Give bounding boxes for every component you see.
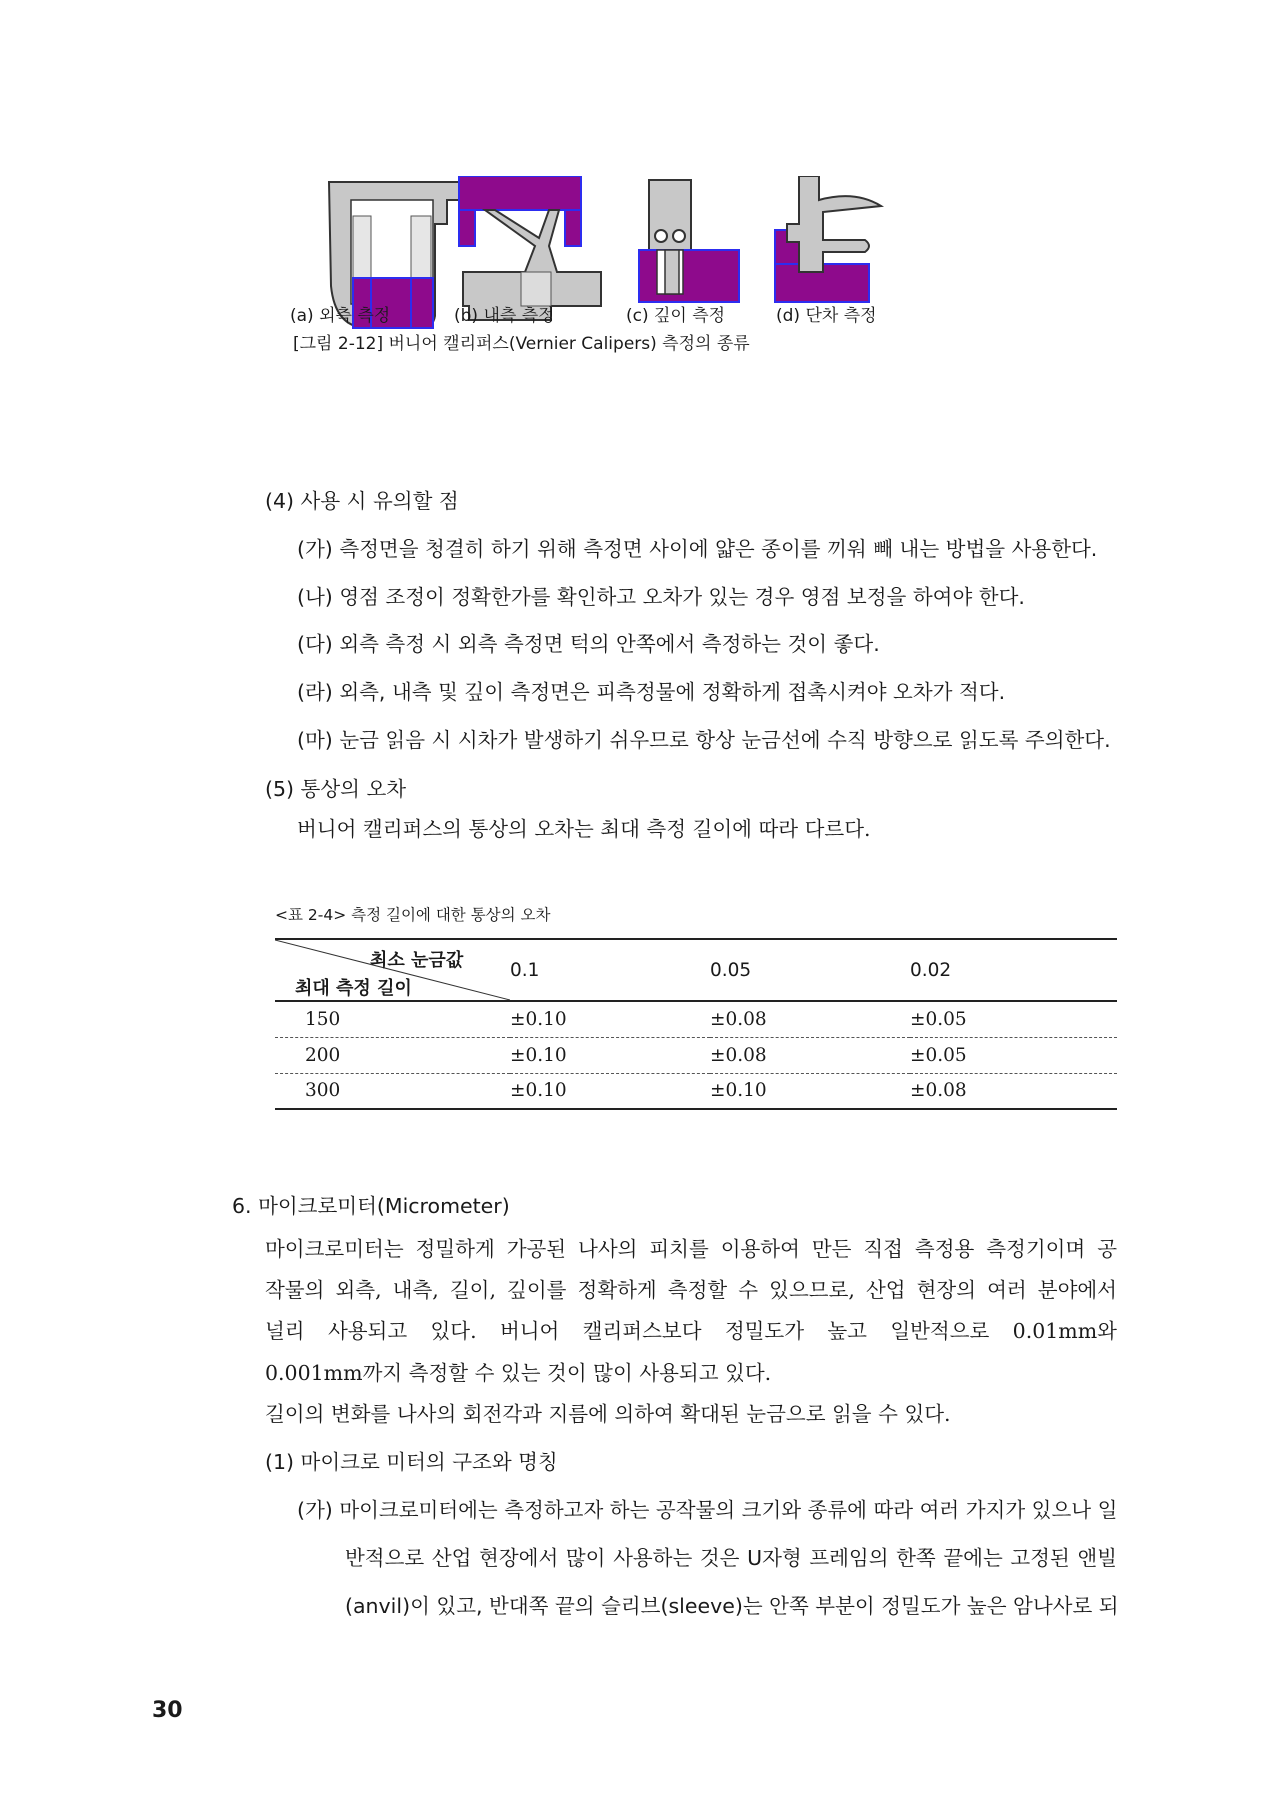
table-row — [275, 1001, 1117, 1037]
corner-bottom-label: 최대 측정 길이 — [295, 978, 412, 999]
step-measurement-illustration — [775, 176, 881, 302]
inside-measurement-illustration — [459, 176, 601, 320]
caution-item-ga: (가) 측정면을 청결히 하기 위해 측정면 사이에 얇은 종이를 끼워 빼 내는 방법을 사용한다. — [297, 537, 1098, 561]
section-6-heading: 6. 마이크로미터(Micrometer) — [232, 1194, 510, 1218]
length-cell: 200 — [305, 1044, 341, 1066]
section-4-heading: (4) 사용 시 유의할 점 — [265, 489, 459, 513]
page-number: 30 — [152, 1698, 183, 1723]
value-cell: ±0.08 — [710, 1008, 767, 1030]
column-header: 0.1 — [510, 959, 540, 981]
caution-item-ra: (라) 외측, 내측 및 깊이 측정면은 피측정물에 정확하게 접촉시켜야 오차가 적다. — [297, 680, 1006, 704]
micrometer-para-line-1: 마이크로미터는 정밀하게 가공된 나사의 피치를 이용하여 만든 직접 측정용 측정기이며 공 — [265, 1237, 1117, 1261]
caution-item-da: (다) 외측 측정 시 외측 측정면 턱의 안쪽에서 측정하는 것이 좋다. — [297, 632, 880, 656]
micrometer-para-2: 길이의 변화를 나사의 회전각과 지름에 의하여 확대된 눈금으로 읽을 수 있다. — [265, 1402, 951, 1426]
section-5-body: 버니어 캘리퍼스의 통상의 오차는 최대 측정 길이에 따라 다르다. — [297, 817, 871, 841]
structure-item-line-2: 반적으로 산업 현장에서 많이 사용하는 것은 U자형 프레임의 한쪽 끝에는 고정된 앤빌 — [345, 1546, 1117, 1570]
value-cell: ±0.05 — [910, 1044, 967, 1066]
table-row — [275, 1073, 1117, 1109]
panel-label-c: (c) 깊이 측정 — [626, 306, 726, 326]
table-header-row — [275, 939, 1117, 1001]
depth-measurement-illustration — [639, 180, 739, 302]
micrometer-para-line-3: 널리 사용되고 있다. 버니어 캘리퍼스보다 정밀도가 높고 일반적으로 0.01mm와 — [265, 1319, 1117, 1343]
caution-item-na: (나) 영점 조정이 정확한가를 확인하고 오차가 있는 경우 영점 보정을 하여야 한다. — [297, 585, 1025, 609]
length-cell: 150 — [305, 1008, 341, 1030]
value-cell: ±0.05 — [910, 1008, 967, 1030]
table-corner-cell — [275, 939, 510, 1001]
value-cell: ±0.08 — [710, 1044, 767, 1066]
structure-item-line-3: (anvil)이 있고, 반대쪽 끝의 슬리브(sleeve)는 안쪽 부분이 정밀도가 높은 암나사로 되 — [345, 1594, 1119, 1618]
table-row — [275, 1037, 1117, 1073]
panel-label-a: (a) 외측 측정 — [290, 306, 391, 326]
value-cell: ±0.10 — [510, 1080, 567, 1102]
error-table — [275, 938, 1117, 1110]
micrometer-para-line-2: 작물의 외측, 내측, 길이, 깊이를 정확하게 측정할 수 있으므로, 산업 현장의 여러 분야에서 — [265, 1278, 1117, 1302]
column-header: 0.05 — [710, 959, 752, 981]
micrometer-para-line-4: 0.001mm까지 측정할 수 있는 것이 많이 사용되고 있다. — [265, 1361, 772, 1385]
figure-caption: [그림 2-12] 버니어 캘리퍼스(Vernier Calipers) 측정의 종류 — [293, 334, 750, 354]
caution-item-ma: (마) 눈금 읽음 시 시차가 발생하기 쉬우므로 항상 눈금선에 수직 방향으로 읽도록 주의한다. — [297, 728, 1111, 752]
section-5-heading: (5) 통상의 오차 — [265, 777, 407, 801]
panel-label-b: (b) 내측 측정 — [454, 306, 555, 326]
structure-item-line-1: (가) 마이크로미터에는 측정하고자 하는 공작물의 크기와 종류에 따라 여러 가지가 있으나 일 — [297, 1498, 1118, 1522]
value-cell: ±0.10 — [510, 1044, 567, 1066]
length-cell: 300 — [305, 1080, 341, 1102]
corner-top-label: 최소 눈금값 — [370, 950, 464, 971]
value-cell: ±0.10 — [710, 1080, 767, 1102]
column-header: 0.02 — [910, 959, 952, 981]
table-title: <표 2-4> 측정 길이에 대한 통상의 오차 — [275, 906, 551, 924]
caliper-figure — [290, 176, 1015, 354]
subsection-1-heading: (1) 마이크로 미터의 구조와 명칭 — [265, 1450, 558, 1474]
panel-label-d: (d) 단차 측정 — [776, 306, 877, 326]
value-cell: ±0.10 — [510, 1008, 567, 1030]
value-cell: ±0.08 — [910, 1080, 967, 1102]
